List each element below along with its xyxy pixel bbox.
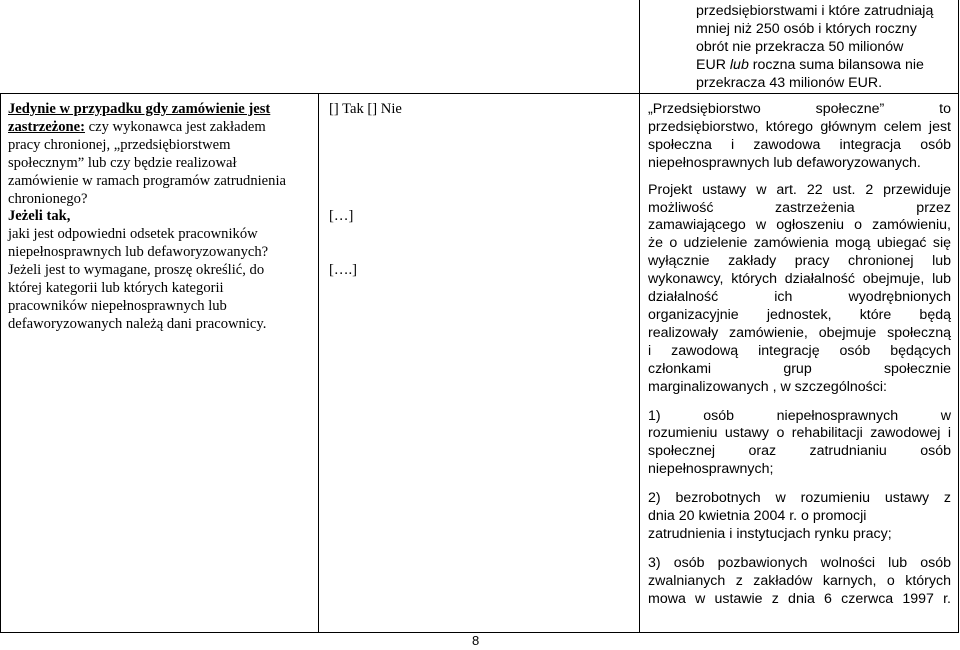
table-border-col2: [639, 0, 640, 633]
text-line: przekracza 43 milionów EUR.: [696, 74, 883, 91]
text-line: chronionego?: [8, 190, 88, 207]
text-line: niepełnosprawnych lub defaworyzowanych?: [8, 244, 269, 261]
text-line: rozumieniu ustawy o rehabilitacji zawodowej i: [648, 425, 951, 442]
question-heading: Jedynie w przypadku gdy zamówienie jest: [8, 101, 271, 117]
text-line: członkami grup społecznie: [648, 360, 951, 377]
text-line: obrót nie przekracza 50 milionów: [696, 38, 904, 55]
answer-field-percentage[interactable]: […]: [329, 208, 354, 224]
text-line: 3) osób pozbawionych wolności lub osób: [648, 554, 951, 571]
text-line: niepełnosprawnych;: [648, 461, 774, 478]
text-line: możliwość zastrzeżenia przez: [648, 199, 951, 216]
text-line: że o udzielenie zamówienia mogą ubiegać się: [648, 235, 951, 252]
text-line: 2) bezrobotnych w rozumieniu ustawy z: [648, 490, 951, 507]
continuation-cell: [696, 3, 958, 93]
text-line: działalność ich wyodrębnionych: [648, 289, 951, 306]
text-line: 1) osób niepełnosprawnych w: [648, 407, 951, 424]
text-line: zamawiającego w ogłoszeniu o zamówieniu,: [648, 217, 951, 234]
text-line: przedsiębiorstwami i które zatrudniają: [696, 3, 934, 19]
text-line: przedsiębiorstwo, którego głównym celem jest: [648, 118, 951, 135]
text-line: pracy chronionej, „przedsiębiorstwem: [8, 136, 231, 153]
text-line: zatrudnienia i instytucjach rynku pracy;: [648, 525, 892, 542]
table-border-right: [958, 0, 959, 633]
text-line: marginalizowanych , w szczególności:: [648, 378, 887, 395]
text-line: EUR lub roczna suma bilansowa nie: [696, 56, 924, 73]
answer-field-category[interactable]: [….]: [329, 262, 357, 278]
text-line: i zawodową integrację osób będących: [648, 342, 951, 359]
text-line: zastrzeżone: czy wykonawca jest zakładem: [8, 118, 266, 135]
question-cell: [8, 101, 314, 334]
info-cell: [648, 101, 951, 609]
text-line: której kategorii lub których kategorii: [8, 280, 224, 297]
text-line: dnia 20 kwietnia 2004 r. o promocji: [648, 508, 867, 525]
text-line: społecznym” lub czy będzie realizował: [8, 154, 237, 171]
text-line: niepełnosprawnych lub defaworyzowanych.: [648, 154, 921, 171]
text-line: zamówienie w ramach programów zatrudnienia: [8, 172, 286, 189]
table-border-bottom: [0, 632, 959, 633]
table-border-col1: [318, 93, 319, 633]
table-row-divider: [0, 93, 959, 94]
text-line: defaworyzowanych należą dani pracownicy.: [8, 315, 267, 332]
text-line: „Przedsiębiorstwo społeczne” to: [648, 101, 951, 117]
text-line: organizacyjnie jednostek, które będą: [648, 306, 951, 323]
text-line: Projekt ustawy w art. 22 ust. 2 przewiduje: [648, 181, 951, 198]
text-line: Jeżeli tak,: [8, 208, 71, 225]
text-line: pracowników niepełnosprawnych lub: [8, 297, 227, 314]
text-line: jaki jest odpowiedni odsetek pracowników: [8, 226, 258, 243]
text-line: mniej niż 250 osób i których roczny: [696, 20, 917, 37]
text-line: zwalnianych z zakładów karnych, o których: [648, 572, 951, 589]
text-line: społecznej oraz zatrudnianiu osób: [648, 443, 951, 460]
text-line: mowa w ustawie z dnia 6 czerwca 1997 r.: [648, 590, 951, 607]
table-border-left: [0, 93, 1, 633]
text-line: realizowały zamówienie, obejmuje społeczną: [648, 324, 951, 341]
page-number: 8: [472, 633, 480, 648]
text-line: wyłącznie zakłady pracy chronionej lub: [648, 253, 951, 270]
yes-no-checkboxes[interactable]: [] Tak [] Nie: [329, 101, 402, 117]
text-line: Jeżeli jest to wymagane, proszę określić, do: [8, 262, 265, 279]
answer-cell: [329, 101, 629, 209]
text-line: społeczna i zawodowa integracja osób: [648, 136, 951, 153]
text-line: wykonawcy, których działalność obejmuje, lub: [648, 271, 951, 288]
